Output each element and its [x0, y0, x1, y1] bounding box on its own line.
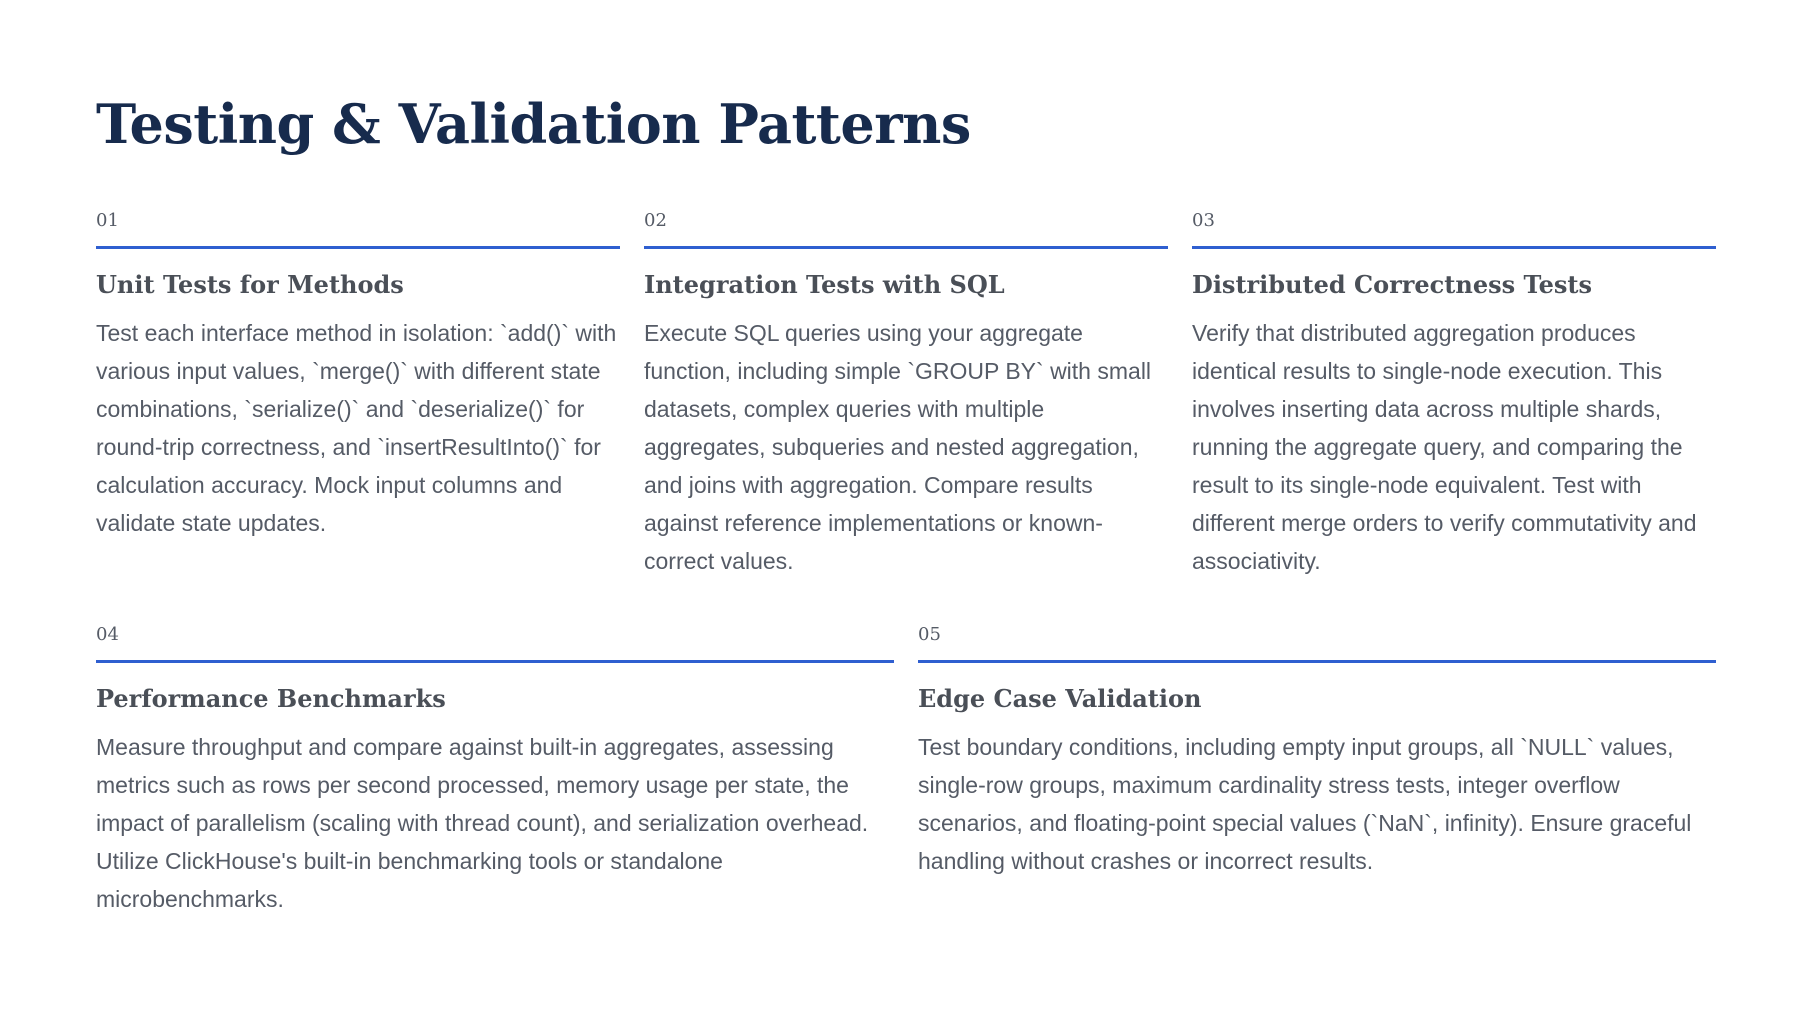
page-title: Testing & Validation Patterns	[96, 92, 971, 156]
card-title: Performance Benchmarks	[96, 684, 446, 713]
card-divider	[644, 246, 1168, 249]
card-title: Integration Tests with SQL	[644, 270, 1005, 299]
card-number: 02	[644, 210, 667, 231]
card-title: Distributed Correctness Tests	[1192, 270, 1592, 299]
card-divider	[96, 660, 894, 663]
cards-row-bottom	[96, 624, 1716, 918]
card-distributed-tests	[1192, 210, 1716, 580]
card-integration-tests	[644, 210, 1168, 580]
card-divider	[918, 660, 1716, 663]
cards-row-top	[96, 210, 1716, 580]
card-title: Edge Case Validation	[918, 684, 1202, 713]
card-title: Unit Tests for Methods	[96, 270, 404, 299]
card-number: 05	[918, 624, 941, 645]
card-body: Test each interface method in isolation: `add()` with various input values, `merge()` with different state combinations, `serialize()` and `deserialize()` for round-trip correctness, and `insertResultInto()` for calculation accuracy. Mock input columns and validate state updates.	[96, 320, 617, 536]
card-divider	[96, 246, 620, 249]
card-number: 03	[1192, 210, 1215, 231]
card-body: Execute SQL queries using your aggregate function, including simple `GROUP BY` with small datasets, complex queries with multiple aggregates, subqueries and nested aggregation, and joins with aggregation. Compare results against reference implementations or known-correct values.	[644, 320, 1152, 574]
card-number: 04	[96, 624, 119, 645]
card-divider	[1192, 246, 1716, 249]
card-body: Test boundary conditions, including empty input groups, all `NULL` values, single-row groups, maximum cardinality stress tests, integer overflow scenarios, and floating-point special values (`NaN`, infinity). Ensure graceful handling without crashes or incorrect results.	[918, 734, 1692, 874]
card-performance-benchmarks	[96, 624, 894, 918]
card-body: Measure throughput and compare against built-in aggregates, assessing metrics such as rows per second processed, memory usage per state, the impact of parallelism (scaling with thread count), and serialization overhead. Utilize ClickHouse's built-in benchmarking tools or standalone microbenchmarks.	[96, 734, 869, 912]
slide	[96, 0, 1716, 1014]
card-body: Verify that distributed aggregation produces identical results to single-node execution. This involves inserting data across multiple shards, running the aggregate query, and comparing the result to its single-node equivalent. Test with different merge orders to verify commutativity and associativity.	[1192, 320, 1697, 574]
card-unit-tests	[96, 210, 620, 580]
card-number: 01	[96, 210, 119, 231]
card-edge-case-validation	[918, 624, 1716, 918]
